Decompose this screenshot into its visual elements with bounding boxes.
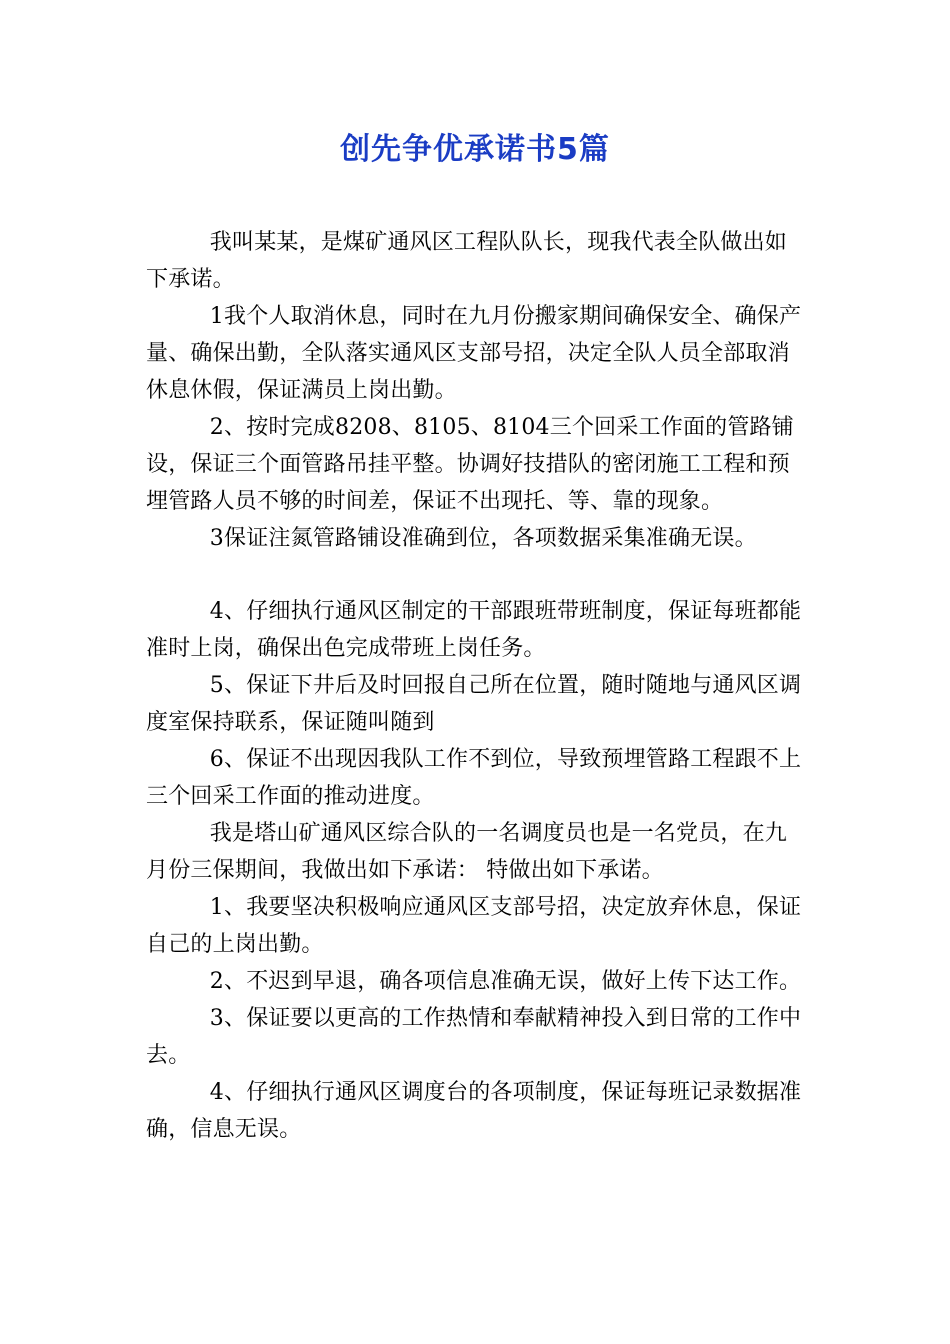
- paragraph-pledge-6: 6、保证不出现因我队工作不到位，导致预埋管路工程跟不上三个回采工作面的推动进度。: [146, 747, 802, 809]
- paragraph-dispatcher-intro: 我是塔山矿通风区综合队的一名调度员也是一名党员，在九月份三保期间，我做出如下承诺： 特做出如下承诺。: [146, 821, 787, 883]
- document-body: [146, 224, 806, 1148]
- document-title: 创先争优承诺书5篇: [340, 132, 610, 167]
- paragraph-pledge-1: 1我个人取消休息，同时在九月份搬家期间确保安全、确保产量、确保出勤，全队落实通风区支部号招，决定全队人员全部取消休息休假，保证满员上岗出勤。: [146, 304, 802, 403]
- paragraph-intro: 我叫某某，是煤矿通风区工程队队长，现我代表全队做出如下承诺。: [146, 230, 787, 292]
- paragraph-dispatcher-1: 1、我要坚决积极响应通风区支部号招，决定放弃休息，保证自己的上岗出勤。: [146, 895, 802, 957]
- paragraph-dispatcher-4: 4、仔细执行通风区调度台的各项制度，保证每班记录数据准确，信息无误。: [146, 1080, 802, 1142]
- paragraph-pledge-2: 2、按时完成8208、8105、8104三个回采工作面的管路铺设，保证三个面管路吊挂平整。协调好技措队的密闭施工工程和预埋管路人员不够的时间差，保证不出现托、等、靠的现象。: [146, 415, 794, 514]
- paragraph-pledge-3: 3保证注氮管路铺设准确到位，各项数据采集准确无误。: [209, 526, 757, 551]
- paragraph-pledge-4: 4、仔细执行通风区制定的干部跟班带班制度，保证每班都能准时上岗，确保出色完成带班上岗任务。: [146, 599, 802, 661]
- paragraph-dispatcher-2: 2、不迟到早退，确各项信息准确无误，做好上传下达工作。: [209, 969, 802, 994]
- paragraph-dispatcher-3: 3、保证要以更高的工作热情和奉献精神投入到日常的工作中去。: [146, 1006, 802, 1068]
- paragraph-pledge-5: 5、保证下井后及时回报自己所在位置，随时随地与通风区调度室保持联系，保证随叫随到: [146, 673, 802, 735]
